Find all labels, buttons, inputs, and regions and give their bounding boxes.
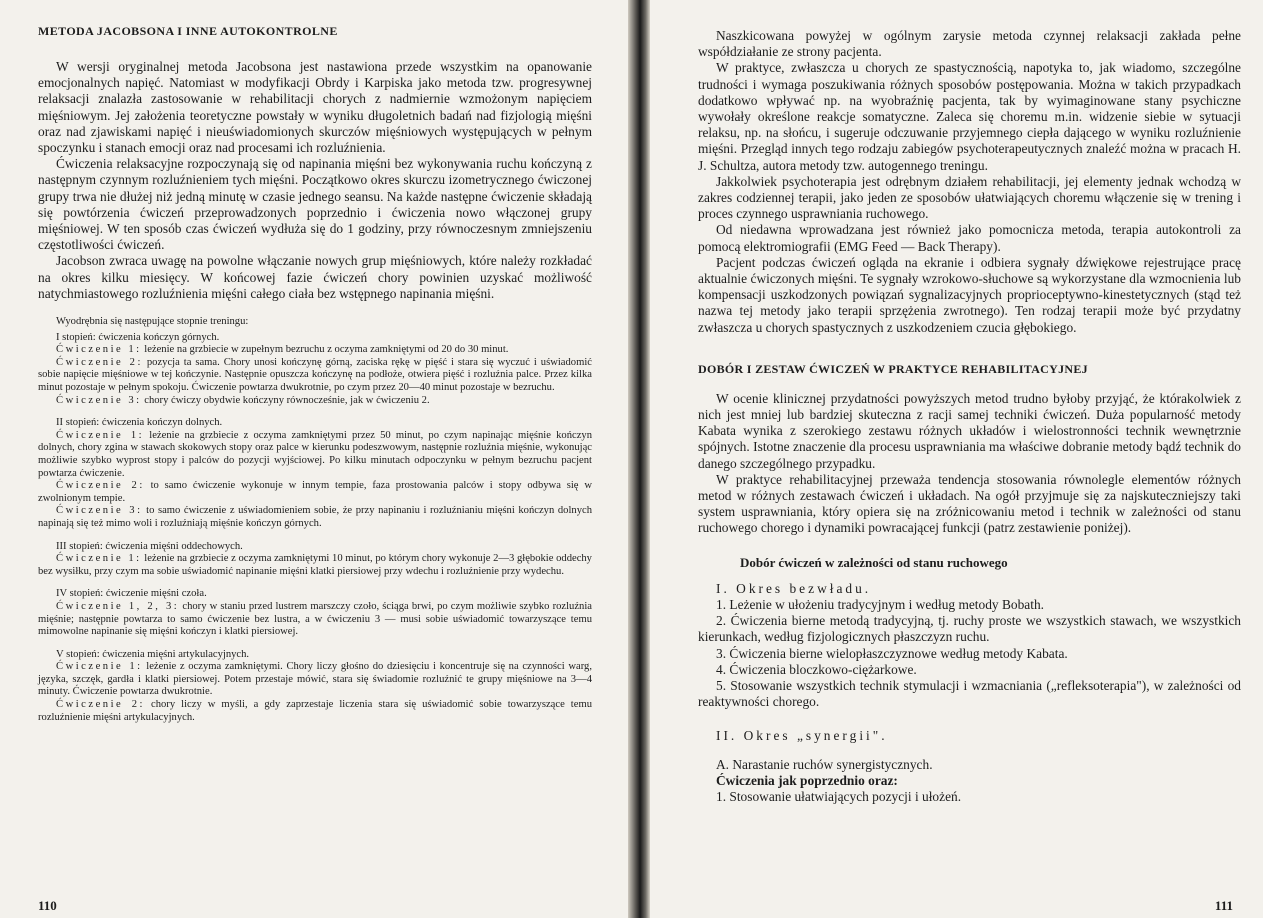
exercise-text: leżenie na grzbiecie w zupełnym bezruchu z oczyma zamkniętymi od 20 do 30 minut. xyxy=(141,344,509,356)
exercise-text: pozycja ta sama. Chory unosi kończynę górną, zaciska rękę w pięść i stara się wyczuć i uświadomić sobie napięcie mięśniowe w tej kończynie. Następnie opuszcza kończynę na podłoże, otwiera pięść i rozluźnia palce. Przez kilka minut pozostaje w pełnym spokoju. Ćwiczenie powtarza dwukrotnie, po czym przez 20—40 minut pozostaje w bezruchu. xyxy=(38,356,592,394)
book-gutter xyxy=(628,0,650,918)
stage-2 xyxy=(38,417,592,530)
paragraph: Jakkolwiek psychoterapia jest odrębnym działem rehabilitacji, jej elementy jednak wchodzą w zakres codziennej terapii, jako jeden ze sposobów ułatwiających choremu włączenie się w trening i proces czynnego usprawniania ruchowego. xyxy=(698,173,1241,222)
exercise-text: to samo ćwiczenie wykonuje w innym tempie, faza prostowania palców i stopy odbywa się w zwolnionym tempie. xyxy=(38,480,592,504)
exercise-text: leżenie na grzbiecie z oczyma zamkniętymi przez 50 minut, po czym napinając mięśnie kończyn dolnych, chory zgina w stawach skokowych stopy oraz palce w kierunku podeszwowym, następnie rozluźnia mięśnie, wykonując możliwie szybko wyprost stopy i palców do pozycji wyjściowej. Po kilku minutach odpoczynku w pełnym bezruchu pacjent powtarza ćwiczenie. xyxy=(38,429,593,479)
list-item: A. Narastanie ruchów synergistycznych. xyxy=(716,756,933,772)
exercise-text: leżenie z oczyma zamkniętymi. Chory liczy głośno do dziesięciu i koncentruje się na czynności warg, języka, szczęk, gardła i klatki piersiowej. Potem przestaje mówić, stara się świadomie rozluźnić te grupy mięśniowe na 3—4 minuty. Ćwiczenie powtarza dwukrotnie. xyxy=(38,661,592,698)
stages-intro: Wyodrębnia się następujące stopnie treningu: xyxy=(56,316,249,328)
paragraph: Jacobson zwraca uwagę na powolne włączanie nowych grup mięśniowych, które należy rozkładać na okres kilku miesięcy. W końcowej fazie ćwiczeń chory powinien uzyskać możliwość natychmiastowego rozluźnienia mięśni całego ciała bez wstępnego napinania mięśni. xyxy=(38,253,592,301)
paragraph: Ćwiczenia relaksacyjne rozpoczynają się od napinania mięśni bez wykonywania ruchu kończyną z następnym czynnym rozluźnieniem tych mięśni. Początkowo okres skurczu izometrycznego ćwiczonej grupy trwa nie dłużej niż jedną minutę w czasie jednego seansu. Na każde następne ćwiczenie składają się powtórzenia ćwiczeń przeprowadzonych poprzednio i ćwiczenia nowo włączonej grupy mięśniowej. W ten sposób czas ćwiczeń wydłuża się do 1 godziny, przy równoczesnym zmniejszeniu częstotliwości ćwiczeń. xyxy=(38,156,592,253)
list-item: 1. Leżenie w ułożeniu tradycyjnym i według metody Bobath. xyxy=(716,596,1044,612)
right-page xyxy=(650,0,1263,918)
left-page xyxy=(0,0,628,918)
subsection-title: Dobór ćwiczeń w zależności od stanu ruchowego xyxy=(740,554,1008,570)
stage-heading: IV stopień: ćwiczenie mięśni czoła. xyxy=(56,588,207,600)
period-heading: I. Okres bezwładu. xyxy=(716,580,872,596)
exercise-text: to samo ćwiczenie z uświadomieniem sobie, że przy napinaniu i rozluźnianiu mięśni kończyn dolnych napinają się też mimo woli i rozluźniają mięśnie kończyn górnych. xyxy=(38,505,592,529)
stage-heading: III stopień: ćwiczenia mięśni oddechowych. xyxy=(56,540,243,552)
exercise-label: Ćwiczenie 2: xyxy=(56,480,145,492)
stage-3 xyxy=(38,541,592,579)
paragraph: Od niedawna wprowadzana jest również jako pomocnicza metoda, terapia autokontroli za pomocą elektromiografii (EMG Feed — Back Therapy). xyxy=(698,222,1241,254)
paragraph: W praktyce rehabilitacyjnej przeważa tendencja stosowania równolegle elementów różnych metod w różnych zestawach ćwiczeń i układach. Na ogół przyjmuje się za najskuteczniejszy taki system usprawniania, który opiera się na zróżnicowaniu metod i technik w zależności od stanu ruchowego chorego i dynamiki powracającej funkcji (patrz zestawienie poniżej). xyxy=(698,471,1241,536)
stage-heading: II stopień: ćwiczenia kończyn dolnych. xyxy=(56,417,223,429)
exercise-text: chory w staniu przed lustrem marszczy czoło, ściąga brwi, po czym możliwie szybko rozluźnia mięśnie; następnie powtarza to samo ćwiczenie bez lustra, a w ćwiczeniu 3 — musi sobie uświadomić towarzyszące temu mimowolne napinanie się mięśni kończyn i klatki piersiowej. xyxy=(38,600,592,638)
paragraph: W ocenie klinicznej przydatności powyższych metod trudno byłoby przyjąć, że którakolwiek z nich jest mniej lub bardziej skuteczna z racji samej techniki ćwiczeń. Duża popularność metody Kabata wynika z szerokiego zestawu różnych układów i wielostronności technik wewnętrznie spójnych. Istotne znaczenie dla procesu usprawniania ma właściwe dobranie metody bądź technik do danego szczególnego przypadku. xyxy=(698,390,1241,471)
exercise-text: leżenie na grzbiecie z oczyma zamkniętymi 10 minut, po którym chory wykonuje 2—3 głębokie oddechy bez wysiłku, przy czym ma sobie uświadomić napinanie mięśni klatki piersiowej przy wdechu i rozluźnienie przy wydechu. xyxy=(38,553,592,577)
exercise-label: Ćwiczenie 3: xyxy=(56,394,142,406)
paragraph: Naszkicowana powyżej w ogólnym zarysie metoda czynnej relaksacji zakłada pełne współdziałanie ze strony pacjenta. xyxy=(698,28,1241,60)
exercise-label: Ćwiczenie 3: xyxy=(56,505,143,517)
exercise-label: Ćwiczenie 2: xyxy=(56,699,145,711)
exercise-label: Ćwiczenie 1: xyxy=(56,661,143,673)
exercise-label: Ćwiczenie 1, 2, 3: xyxy=(56,600,180,612)
exercise-label: Ćwiczenie 1: xyxy=(56,429,145,441)
stage-4 xyxy=(38,588,592,638)
stage-heading: I stopień: ćwiczenia kończyn górnych. xyxy=(56,331,220,343)
page-number: 111 xyxy=(1214,898,1233,913)
list-item: 1. Stosowanie ułatwiających pozycji i ułożeń. xyxy=(716,788,962,804)
stage-heading: V stopień: ćwiczenia mięśni artykulacyjnych. xyxy=(56,648,250,660)
exercise-label: Ćwiczenie 1: xyxy=(56,553,142,565)
list-item: 4. Ćwiczenia bloczkowo-ciężarkowe. xyxy=(716,661,917,677)
exercise-text: chory liczy w myśli, a gdy zaprzestaje liczenia stara się uświadomić sobie towarzyszące temu rozluźnienie mięśni artykulacyjnych. xyxy=(38,699,592,723)
paragraph: Pacjent podczas ćwiczeń ogląda na ekranie i odbiera sygnały dźwiękowe rejestrujące pracę aktualnie ćwiczonych mięśni. Te sygnały wzrokowo-słuchowe są wykorzystane dla wzmocnienia lub kompensacji uszkodzonych powiązań sygnalizacyjnych proprioceptywno-kinestetycznych (stąd też nazwa tej metody jako terapii sprzężenia zwrotnego). Ten rodzaj terapii może być przydatny zwłaszcza u chorych spastycznych z uszkodzeniem czucia głębokiego. xyxy=(698,254,1241,335)
list-item: 5. Stosowanie wszystkich technik stymulacji i wzmacniania („refleksoterapia"), w zależności od reaktywności chorego. xyxy=(698,677,1241,710)
stage-1 xyxy=(38,332,592,408)
paragraph: W wersji oryginalnej metoda Jacobsona jest nastawiona przede wszystkim na opanowanie emocjonalnych napięć. Natomiast w modyfikacji Obrdy i Karpiska jako metoda tzw. progresywnej relaksacji znalazła zastosowanie w rehabilitacji chorych z nadmiernie wzmożonym napięciem mięśniowym. Jej założenia teoretyczne powstały w wyniku długoletnich badań nad fizjologią mięśni oraz nad zjawiskami napięć i nieuświadomionych skurczów mięśniowych występujących w pełnym spoczynku i stanach emocji oraz nad procesami ich rozluźnienia. xyxy=(38,59,592,156)
exercise-text: chory ćwiczy obydwie kończyny równocześnie, jak w ćwiczeniu 2. xyxy=(141,394,430,406)
list-item: Ćwiczenia jak poprzednio oraz: xyxy=(716,772,898,788)
chapter-title: METODA JACOBSONA I INNE AUTOKONTROLNE xyxy=(38,24,338,38)
period-heading: II. Okres „synergii". xyxy=(716,728,888,744)
section-title: DOBÓR I ZESTAW ĆWICZEŃ W PRAKTYCE REHABILITACYJNEJ xyxy=(698,361,1088,376)
exercise-label: Ćwiczenie 2: xyxy=(56,356,143,368)
paragraph: W praktyce, zwłaszcza u chorych ze spastycznością, napotyka to, jak wiadomo, szczególne trudności i wymaga poszukiwania różnych sposobów postępowania. Można w takich przypadkach dodatkowo wpływać np. na wyobraźnię pacjenta, tak by wyimaginowane stany psychiczne wywołały określone reakcje somatyczne. Zaleca się choremu m.in. widzenie siebie w sytuacji relaksu, np. na słońcu, i sugeruje odczuwanie przyjemnego ciepła dającego w wyniku rozluźnienie mięśni. Przegląd innych tego rodzaju zabiegów psychoterapeutycznych znaleźć można w pracach H. J. Schultza, autora metody tzw. autogennego treningu. xyxy=(698,60,1241,173)
exercise-label: Ćwiczenie 1: xyxy=(56,344,142,356)
list-item: 2. Ćwiczenia bierne metodą tradycyjną, tj. ruchy proste we wszystkich stawach, we wszystkich kierunkach, według fizjologicznych płaszczyzn ruchu. xyxy=(698,613,1241,645)
list-item: 3. Ćwiczenia bierne wielopłaszczyznowe według metody Kabata. xyxy=(716,645,1068,661)
stage-5 xyxy=(38,649,592,725)
page-number: 110 xyxy=(38,898,57,913)
